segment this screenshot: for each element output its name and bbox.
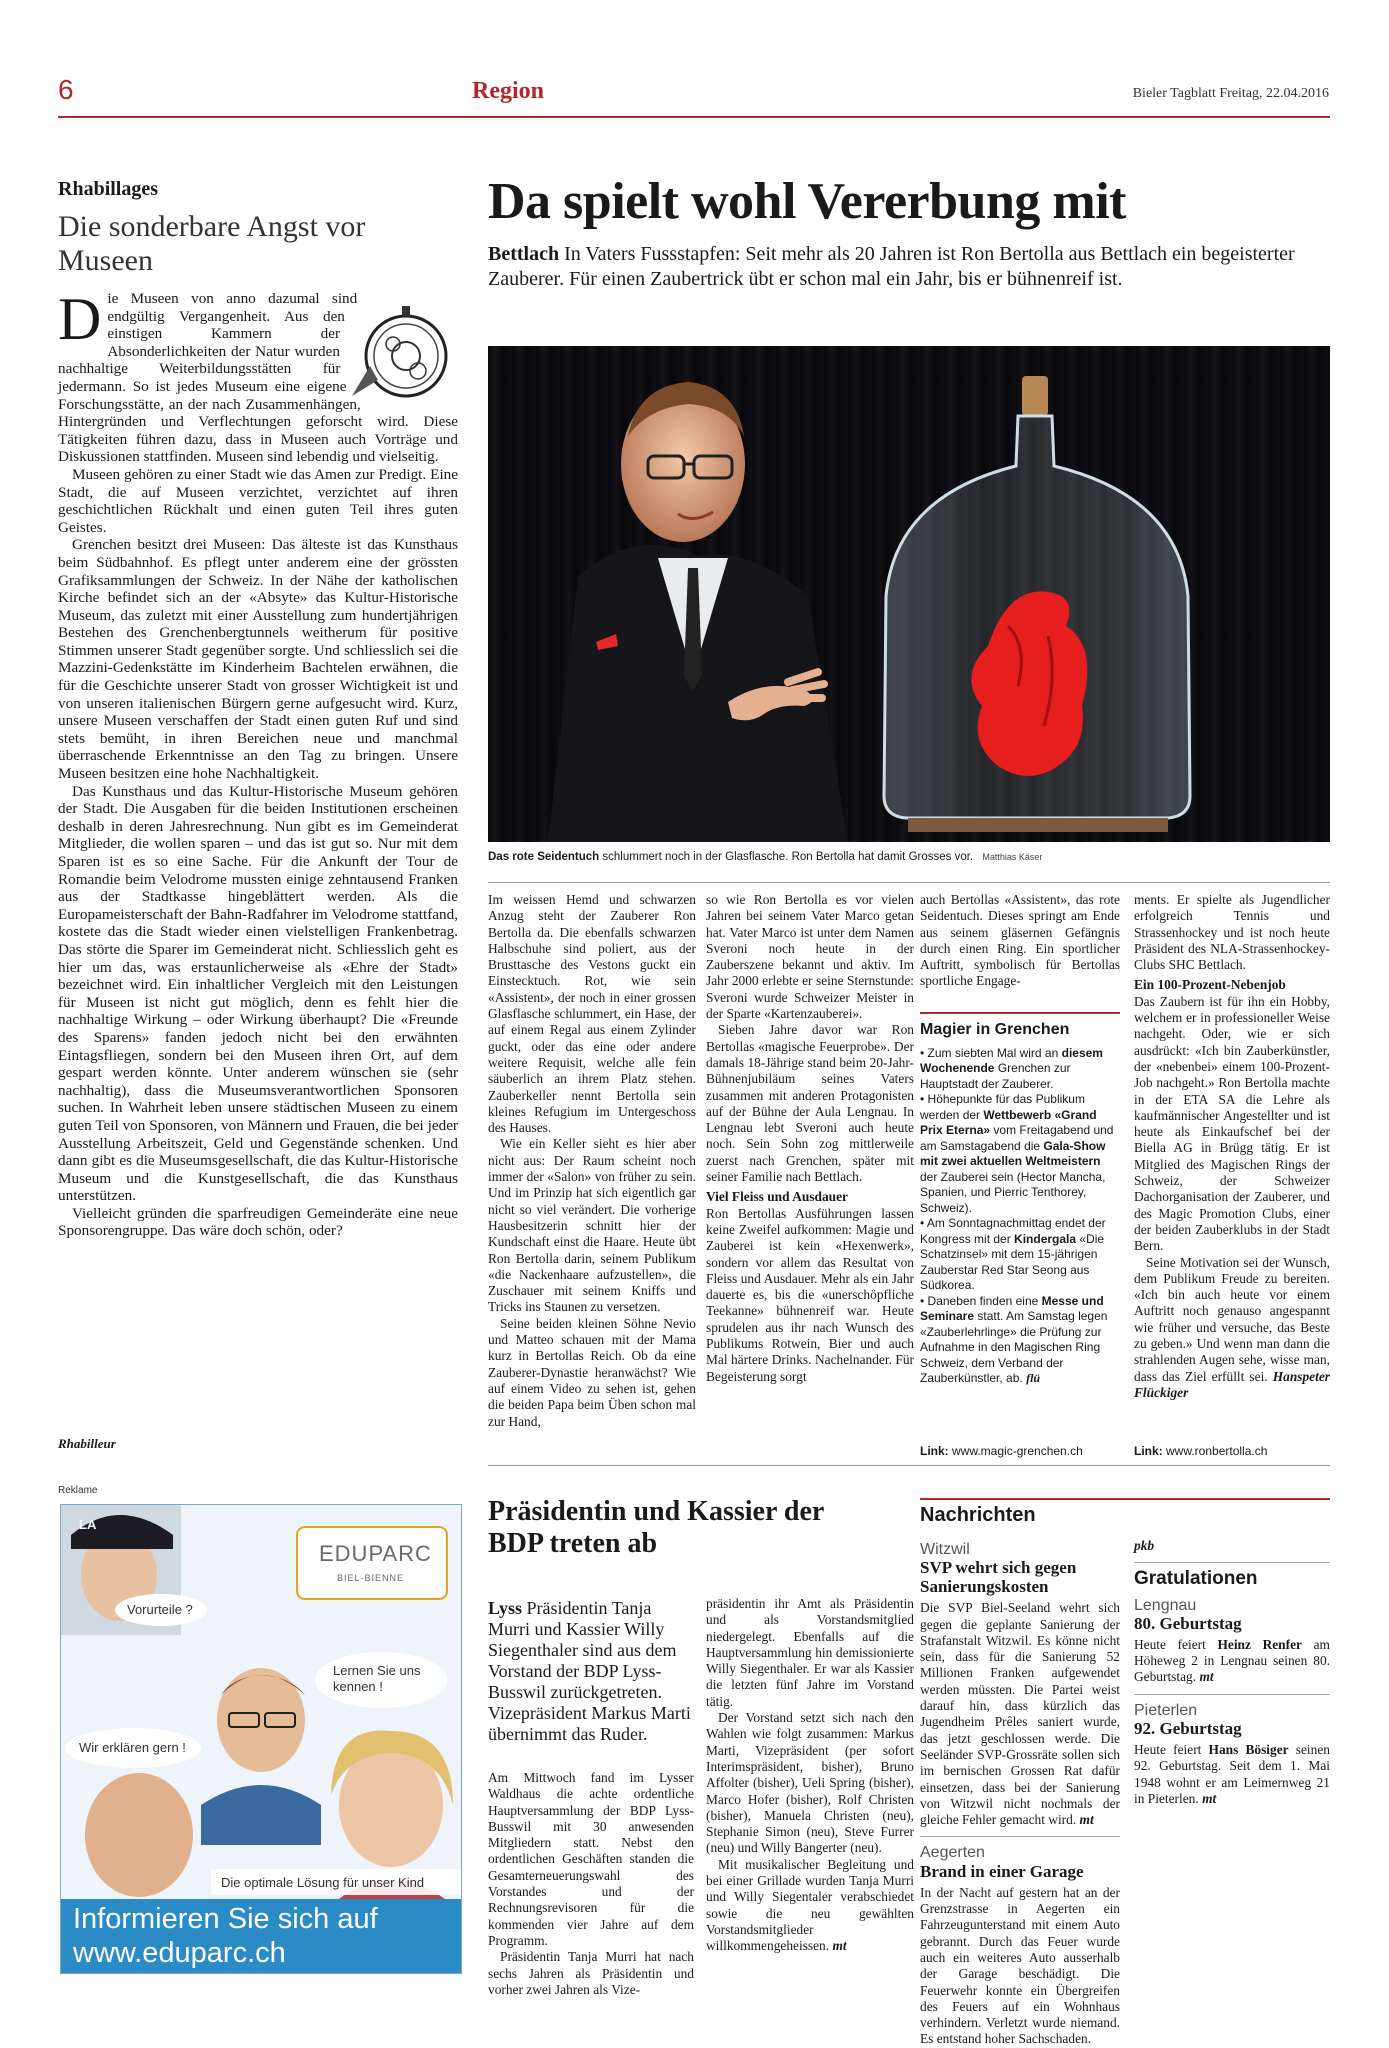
person-name: Hans Bösiger — [1208, 1742, 1289, 1758]
bdp-column-1 — [488, 1770, 694, 1998]
paragraph-text: ie Museen von anno dazumal sind endgültig Vergangenheit. Aus den einstigen Kammern der Absonderlichkeiten der Natur wurden nachhaltige Weiterbildungsstätten für jedermann. So ist jedes Museum eine eigene Forschungsstätte, an der nach Zusammenhängen, Hintergründen und Verflechtungen geforscht wird. Diese Tätigkeiten führen dazu, dass in Museen auch Vorträge und Diskussionen stattfinden. Museen sind lebendig und vielseitig. — [58, 290, 458, 466]
info-item — [920, 1216, 1120, 1294]
article-paragraph: Präsidentin Tanja Murri hat nach sechs Jahren als Präsidentin und vorher zwei Jahren als Vize- — [488, 1949, 694, 1997]
photo-caption — [488, 850, 1330, 864]
info-text: statt. Am Samstag legen «Zauberlehrlinge» die Prüfung zur Aufnahme in den Magischen Ring Schweiz, dem Verband der Zauberkünstler, ab. — [920, 1309, 1108, 1385]
lead-place: Lyss — [488, 1598, 523, 1618]
news-column-left — [920, 1538, 1120, 2048]
bdp-column-2 — [706, 1596, 914, 1955]
link-magic-grenchen[interactable] — [920, 1444, 1083, 1458]
divider — [488, 882, 1330, 883]
paragraph-text: Mit musikalischer Begleitung und bei einer Grillade wurden Tanja Murri und Willy Siegentaler verabschiedet sowie die neu gewählten Vorstandsmitglieder willkommengeheissen. — [706, 1856, 914, 1954]
link-url[interactable]: www.ronbertolla.ch — [1166, 1444, 1268, 1458]
news-place: Witzwil — [920, 1541, 970, 1558]
lead-text: In Vaters Fussstapfen: Seit mehr als 20 Jahren ist Ron Bertolla aus Bettlach ein begeisterter Zauberer. Für einen Zaubertrick übt er schon mal ein Jahr, bis er bühnenreif ist. — [488, 243, 1295, 290]
info-signature: flü — [1026, 1371, 1041, 1385]
article-column-1 — [488, 892, 696, 1430]
info-text: • Am Sonntagnachmittag endet der Kongress mit der — [920, 1216, 1106, 1246]
eduparc-logo: EDUPARC — [319, 1541, 432, 1566]
article-paragraph: Sieben Jahre davor war Ron Bertollas «magische Feuerprobe». Der damals 18-Jährige stand beim 20-Jahr-Bühnenjubiläum seines Vaters zusammen mit anderen Protagonisten auf der Bühne der Aula Lengnau. In Lengnau lebt Sveroni auch heute noch. Sein Sohn zog mittlerweile zuerst nach Grenchen, später mit seiner Familie nach Bettlach. — [706, 1022, 914, 1185]
news-section-title: Nachrichten — [920, 1498, 1330, 1527]
article-paragraph: auch Bertollas «Assistent», das rote Seidentuch. Dieses springt am Ende aus seinem gläsernen Gefängnis durch einen Ring. Ein sportlicher Auftritt, symbolisch für Bertollas sportliche Engage- — [920, 892, 1120, 989]
article-paragraph: ments. Er spielte als Jugendlicher erfolgreich Tennis und Strassenhockey und ist noch heute Präsident des NLA-Strassenhockey-Clubs SHC Bettlach. — [1134, 892, 1330, 973]
author-signature: mt — [1199, 1669, 1214, 1685]
column-paragraph: Museen gehören zu einer Stadt wie das Amen zur Predigt. Eine Stadt, die auf Museen verzichtet, verzichtet auf ihren geschichtlichen Rückhalt und einen guten Teil ihres guten Geistes. — [58, 465, 458, 536]
info-text: • Zum siebten Mal wird an — [920, 1045, 1059, 1060]
column-paragraph: Das Kunsthaus und das Kultur-Historische Museum gehören der Stadt. Die Ausgaben für die beiden Institutionen erscheinen deshalb in deren Jahresrechnung. Nun gibt es im Gemeinderat Mitglieder, die wollen sparen – und das ist gut so. Nur mit dem Sparen ist es so eine Sache. Für die Ankunft der Tour de Romandie beim Velodrome mussten einige zehntausend Franken aus der Stadtkasse hingeblättert werden. Als die Europameisterschaft der Bahn-Radfahrer im Velodrome stattfand, kostete das die Stadt wieder einen vielstelligen Frankenbetrag. Das störte die Sparer im Gemeinderat nicht. Schliesslich geht es hier um das, was erstaunlicherweise als «Ehre der Stadt» bezeichnet wird. Ein inhaltlicher Vergleich mit den Leistungen für Museen ist nicht gut möglich, denn es fehlt hier die nachhaltige Wirkung – oder Wirkung überhaupt? Die «Freunde des Sparens» fanden jedoch nicht bei den erwähnten Eintagsfliegen, sondern bei den Museen ihren Ort, auf dem gespart werden könnte. Unter anderem wünschen sie (sehr nachhaltig), dass die Museumsverantwortlichen Sponsoren suchen. In Wahrheit leben unsere städtischen Museen zu einem guten Teil von Sponsoren, von Männern und Frauen, die bei jeder Ausstellung Arbeitszeit, Geld und Gegenstände schenken. Und dann gibt es die Museumsgesellschaft, die das Kultur-Historische Museum und die Kunstgesellschaft, die das Kunsthaus unterstützen. — [58, 782, 458, 1205]
main-lead — [488, 242, 1328, 292]
magician-with-bottle-illustration — [488, 346, 1330, 842]
article-paragraph: Im weissen Hemd und schwarzen Anzug steht der Zauberer Ron Bertolla da. Die ebenfalls schwarzen Halbschuhe sind poliert, aus der Brusttasche des Vestons guckt ein Einstecktuch. Rot, wie sein «Assistent», der noch in einer grossen Glasflasche schlummert, ein Hase, der auf einem Regal aus einem Zylinder guckt, oder das eine oder andere weitere Requisit, welche alle fein säuberlich an ihrem Platz stehen. Zauberkeller nennt Bertolla sein kleines Refugium im Untergeschoss des Hauses. — [488, 892, 696, 1136]
caption-bold: Das rote Seidentuch — [488, 851, 600, 863]
lead-text: Präsidentin Tanja Murri und Kassier Willy Siegenthaler sind aus dem Vorstand der BDP Lyss-Busswil zurückgetreten. Vizepräsident Markus Marti übernimmt das Ruder. — [488, 1598, 691, 1744]
info-box-title: Magier in Grenchen — [920, 1021, 1070, 1038]
column-title: Die sonderbare Angst vor Museen — [58, 210, 366, 277]
news-place: Lengnau — [1134, 1596, 1197, 1614]
bdp-headline: Präsidentin und Kassier der BDP treten ab — [488, 1496, 824, 1559]
eduparc-advertisement[interactable] — [60, 1504, 462, 1974]
article-paragraph — [706, 1857, 914, 1955]
author-signature: pkb — [1134, 1538, 1155, 1553]
info-text: vom Freitagabend und am Samstagabend die — [920, 1123, 1114, 1153]
column-paragraph: Vielleicht gründen die sparfreudigen Gemeinderäte eine neue Sponsorengruppe. Das wäre doch schön, oder? — [58, 1204, 458, 1240]
news-text: In der Nacht auf gestern hat an der Grenzstrasse in Aegerten ein Fahrzeugunterstand mit einem Auto gebrannt. Durch das Feuer wurde auch ein weiteres Auto ausserhalb der Garage beschädigt. Die Feuerwehr konnte ein Übergreifen des Feuers auf ein Wohnhaus verhindern. Verletzt wurde niemand. Es entstand hoher Sachschaden. — [920, 1884, 1120, 2047]
info-text: «Die Schatzinsel» mit dem 15-jährigen Zauberstar Red Star Seong aus Südkorea. — [920, 1231, 1105, 1292]
link-url[interactable]: www.magic-grenchen.ch — [952, 1444, 1083, 1458]
news-place: Aegerten — [920, 1844, 985, 1862]
article-paragraph: Der Vorstand setzt sich nach den Wahlen wie folgt zusammen: Markus Marti, Vizepräsident (per sofort Interimspräsident, bisher), Bruno Affolter (bisher), Ueli Spring (bisher), Marco Hofer (bisher), Rolf Christen (bisher), Manuela Christen (neu), Stephanie Simon (neu), Steve Furrer (neu) und Willy Bangerter (neu). — [706, 1710, 914, 1856]
author-signature: mt — [1202, 1790, 1217, 1806]
paper-date: Freitag, 22.04.2016 — [1219, 86, 1329, 101]
lead-place: Bettlach — [488, 243, 560, 265]
link-ronbertolla[interactable] — [1134, 1444, 1267, 1458]
header-rule — [58, 116, 1330, 118]
paragraph-text: Die SVP Biel-Seeland wehrt sich gegen die geplante Sanierung der Strafanstalt Witzwil. Es könne nicht sein, dass für die Sanierung 52 Millionen Franken aufgewendet werden müssten. Die Partei weist darauf hin, dass kürzlich das Jugendheim Prêles saniert wurde, das jetzt geschlossen werde. Die Seeländer SVP-Grossräte sollen sich im bernischen Grossen Rat dafür einsetzen, dass bei der Sanierung von Witzwil nicht nochmals der gleiche Fehler gemacht wird. — [920, 1600, 1120, 1828]
text: am Höheweg 2 in Lengnau seinen 80. Geburtstag. — [1134, 1636, 1330, 1685]
bubble-text: Vorurteile ? — [127, 1602, 193, 1617]
subhead: Ein 100-Prozent-Nebenjob — [1134, 977, 1286, 993]
ad-cta: Informieren Sie sich auf — [73, 1903, 378, 1935]
birthday-text — [1134, 1637, 1330, 1686]
article-paragraph: Ron Bertollas Ausführungen lassen keine Zweifel aufkommen: Magie und Zauberei ist kein «Hexenwerk», sondern vor allem das Resultat von Fleiss und Ausdauer. Mehr als ein Jahr dauerte es, bis die «unerschöpfliche Teekanne» bühnenreif war. Heute sprudelen aus ihr nach Wunsch des Publikums Rotwein, Bier und auch Mal härtere Drinks. Nachelnander. Für Begeisterung sorgt — [706, 1205, 914, 1384]
info-bold: Messe und Seminare — [920, 1293, 1104, 1323]
text: Heute feiert — [1134, 1636, 1206, 1652]
birthday-headline: 80. Geburtstag — [1134, 1613, 1242, 1633]
author-signature: Hanspeter Flückiger — [1134, 1368, 1330, 1400]
text: Heute feiert — [1134, 1742, 1202, 1758]
info-text: der Zauberei sein (Hector Mancha, Spanien, und Pierric Tenthorey, Schweiz). — [920, 1169, 1106, 1215]
photo-credit: Matthias Käser — [982, 852, 1043, 862]
article-column-2 — [706, 892, 914, 1385]
column-body — [58, 286, 458, 1240]
link-label: Link: — [920, 1444, 949, 1458]
page-number: 6 — [58, 74, 74, 105]
divider — [488, 1465, 1330, 1466]
author-signature: mt — [1079, 1812, 1094, 1828]
article-paragraph: Am Mittwoch fand im Lysser Waldhaus die achte ordentliche Hauptversammlung der BDP Lyss-Busswil mit 30 anwesenden Mitgliedern statt. Nebst den ordentlichen Geschäften standen die Gesamterneuerungswahl des Vorstandes und der Rechnungsrevisoren für die kommenden vier Jahre auf dem Programm. — [488, 1770, 694, 1948]
article-paragraph — [1134, 1255, 1330, 1402]
article-paragraph: so wie Ron Bertolla es vor vielen Jahren bei seinem Vater Marco getan hat. Vater Marco ist unter dem Namen Sveroni noch heute in der Zauberszene bekannt und aktiv. Im Jahr 2000 erlebte er seine Sternstunde: Sveroni wurde Schweizer Meister in der Sparte «Kartenzauberei». — [706, 892, 914, 1022]
article-paragraph: Seine beiden kleinen Söhne Nevio und Matteo schauen mit der Mama kurz in Bertollas Reich. Ob da eine Zauberer-Dynastie heranwächst? Wie auf einem Video zu sehen ist, gehen die beiden Papa beim Üben schon mal zur Hand, — [488, 1315, 696, 1429]
gratulations-title: Gratulationen — [1134, 1568, 1258, 1590]
divider — [920, 1836, 1120, 1837]
pocket-watch-icon — [348, 296, 458, 406]
bubble-text: Lernen Sie uns kennen ! — [333, 1663, 421, 1694]
column-author: Rhabilleur — [58, 1436, 116, 1451]
info-bold: diesem Wochenende — [920, 1045, 1103, 1075]
article-paragraph: Wie ein Keller sieht es hier aber nicht aus: Der Raum scheint noch immer der «Salon» von früher zu sein. Und im Prinzip hat sich eigentlich gar nicht so viel verändert. Die vorherige Hausbesitzerin schnitt hier der Kundschaft einst die Haare. Heute übt Ron Bertolla darin, seinem Publikum «die Nackenhaare aufzustellen», die Zuschauer mit seinem Kniffs und Tricks ins Staunen zu versetzen. — [488, 1136, 696, 1315]
info-text: • Höhepunkte für das Publikum werden der — [920, 1092, 1085, 1122]
column-kicker: Rhabillages — [58, 178, 159, 200]
paper-name: Bieler Tagblatt — [1132, 86, 1216, 101]
info-bold: Wettbewerb «Grand Prix Eterna» — [920, 1107, 1097, 1137]
news-headline: Brand in einer Garage — [920, 1861, 1084, 1881]
subhead: Viel Fleiss und Ausdauer — [706, 1189, 848, 1205]
news-headline: SVP wehrt sich gegen Sanierungskosten — [920, 1558, 1077, 1597]
bubble-text: Wir erklären gern ! — [79, 1740, 186, 1755]
column-paragraph: Grenchen besitzt drei Museen: Das älteste ist das Kunsthaus beim Südbahnhof. Es pflegt unter anderem eine der grössten Grafiksammlungen der Schweiz. In der Nähe der katholischen Kirche befindet sich an der «Absyte» das Kultur-Historische Museum, das zuletzt mit einer Ausstellung zum hundertjährigen Bestehen des Grenchenbergtunnels weitherum für positive Stimmen unserer Stadt gegenüber sorgte. Und schliesslich sei die Mazzini-Gedenkstätte im Kinderheim Bachtelen erwähnen, die für die Geschichte unserer Stadt von grosser Wichtigkeit ist und von unseren italienischen Bürgern gerne aufgesucht wird. Kurz, unsere Museen verschaffen der Stadt einen guten Ruf und sind stets bemüht, in ihren Bereichen neue und manchmal überraschende Erkenntnisse an den Tag zu bringen. Unsere Museen besitzen eine hohe Nachhaltigkeit. — [58, 536, 458, 783]
info-bold: Gala-Show mit zwei aktuellen Weltmeistern — [920, 1138, 1106, 1168]
info-text: Grenchen zur Hauptstadt der Zauberer. — [920, 1061, 1071, 1091]
news-text — [920, 1600, 1120, 1828]
main-headline: Da spielt wohl Vererbung mit — [488, 173, 1126, 230]
section-title: Region — [472, 78, 544, 104]
author-signature: mt — [832, 1938, 847, 1954]
person-name: Heinz Renfer — [1217, 1636, 1302, 1652]
cap-badge: LA — [79, 1517, 97, 1532]
news-place: Pieterlen — [1134, 1701, 1198, 1719]
news-text-continued — [1134, 1538, 1330, 1554]
text: seinen 92. Geburtstag. Seit dem 1. Mai 1948 wohnt er am Leimernweg 21 in Pieterlen. — [1134, 1742, 1330, 1806]
info-item — [920, 1294, 1120, 1387]
info-item — [920, 1092, 1120, 1216]
info-box-grenchen — [920, 1012, 1120, 1387]
ad-url[interactable]: www.eduparc.ch — [73, 1937, 286, 1969]
caption-text: schlummert noch in der Glasflasche. Ron Bertolla hat damit Grosses vor. — [602, 851, 974, 863]
info-item — [920, 1046, 1120, 1093]
birthday-text — [1134, 1742, 1330, 1807]
eduparc-logo-sub: BIEL-BIENNE — [337, 1573, 405, 1583]
article-paragraph: Das Zaubern ist für ihn ein Hobby, welchem er in professioneller Weise nachgeht. Oder, wie er sich ausdrückt: «Ich bin Zauberkünstler, der «nebenbei» einem 100-Prozent-Job nachgeht.» Ron Bertolla machte in der ETA SA die Lehre als kaufmännischer Angestellter und ist heute als Einkaufschef bei der Biella AG in Brügg tätig. Er ist Mitglied des Magischen Rings der Schweiz, der Schweizer Dachorganisation der Zauberer, und des Magic Promotion Clubs, einer der beiden Zauberklubs in der Stadt Bern. — [1134, 993, 1330, 1254]
article-photo — [488, 346, 1330, 842]
ad-label: Reklame — [58, 1485, 98, 1496]
dropcap: D — [58, 286, 102, 352]
article-column-4 — [1134, 892, 1330, 1401]
birthday-headline: 92. Geburtstag — [1134, 1719, 1242, 1739]
info-text: • Daneben finden eine — [920, 1293, 1039, 1308]
article-column-3 — [920, 892, 1120, 990]
link-label: Link: — [1134, 1444, 1163, 1458]
paper-dateline — [1133, 86, 1329, 102]
divider — [1134, 1694, 1330, 1695]
article-paragraph: präsidentin ihr Amt als Präsidentin und als Vorstandsmitglied niedergelegt. Ebenfalls auf die Hauptversammlung hin demissionierte Willy Siegenthaler. Er war als Kassier die letzten fünf Jahre im Vorstand tätig. — [706, 1596, 914, 1709]
news-column-right — [1134, 1538, 1330, 1807]
column-paragraph — [58, 286, 458, 466]
info-bold: Kindergala — [1014, 1231, 1077, 1246]
divider — [1134, 1562, 1330, 1563]
bdp-lead — [488, 1598, 694, 1745]
paragraph-text: Seine Motivation sei der Wunsch, dem Publikum Freude zu bereiten. «Ich bin auch heute vor einem Auftritt noch genauso angespannt wie früher und versuche, das Beste zu geben.» Und wenn man dann die strahlenden Augen sehe, wisse man, dass das Ziel erfüllt sei. — [1134, 1254, 1330, 1384]
ad-slogan: Die optimale Lösung für unser Kind — [221, 1875, 425, 1890]
